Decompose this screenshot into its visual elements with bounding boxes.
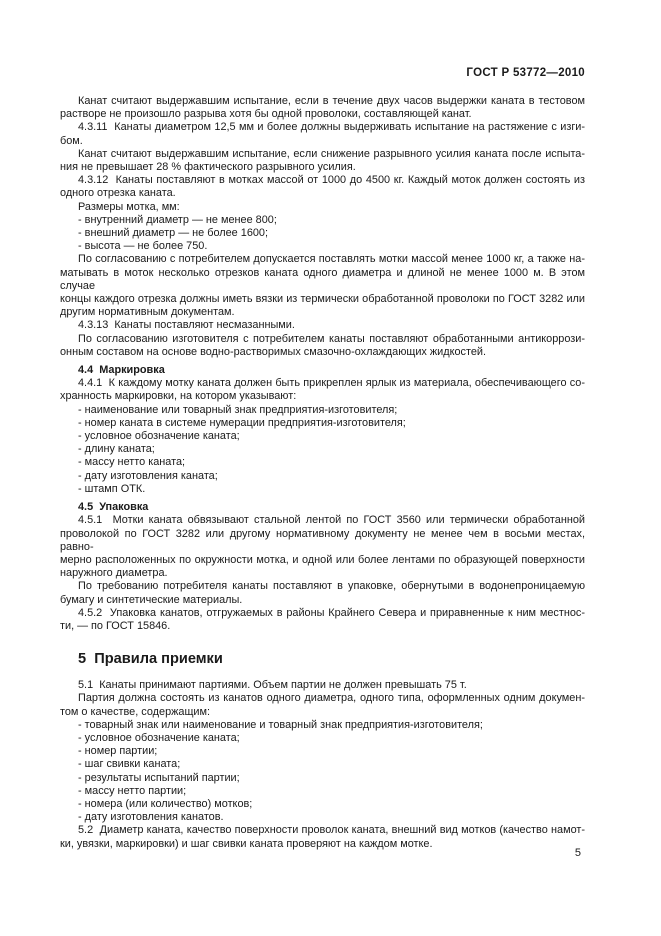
text-line: бумагу и синтетические материалы. [60,593,243,606]
document-list-item [60,227,585,240]
text-line: - штамп ОТК. [78,482,146,495]
text-line: наружного диаметра. [60,567,168,580]
document-list-item [60,732,585,745]
text-line: - внешний диаметр — не более 1600; [78,227,269,240]
document-paragraph [60,148,585,174]
text-line: - товарный знак или наименование и товарный знак предприятия-изготовителя; [78,718,483,731]
text-line: 4.5.1 Мотки каната обвязывают стальной лентой по ГОСТ 3560 или термически обработанной [78,514,585,527]
text-line: растворе не произошло разрыва хотя бы одной проволоки, составляющей канат. [60,108,472,121]
document-paragraph [60,607,585,633]
page-number: 5 [574,847,581,859]
text-line: онным составом на основе водно-растворимых смазочно-охлаждающих жидкостей. [60,345,487,358]
text-line: - наименование или товарный знак предприятия-изготовителя; [78,403,398,416]
text-line: 4.5 Упаковка [78,501,149,514]
text-line: 4.3.12 Канаты поставляют в мотках массой от 1000 до 4500 кг. Каждый моток должен состоять из [78,174,585,187]
document-list-item [60,785,585,798]
text-line: 4.3.13 Канаты поставляют несмазанными. [78,319,295,332]
text-line: проволокой по ГОСТ 3282 или другому нормативному документу не менее чем в восьми местах, равно- [60,527,589,553]
text-line: - номера (или количество) мотков; [78,797,253,810]
document-paragraph [60,174,585,200]
text-line: - условное обозначение каната; [78,430,240,443]
document-list-item [60,417,585,430]
document-list-item [60,470,585,483]
document-paragraph [60,692,585,718]
document-list-item [60,758,585,771]
text-line: 4.4.1 К каждому мотку каната должен быть прикреплен ярлык из материала, обеспечивающего со- [78,377,585,390]
text-line: - дату изготовления каната; [78,469,218,482]
text-line: ки, увязки, маркировки) и шаг свивки каната проверяют на каждом мотке. [60,837,433,850]
text-line: том о качестве, содержащим: [60,705,211,718]
text-line: другим нормативным документам. [60,306,235,319]
text-line: 5.2 Диаметр каната, качество поверхности проволок каната, внешний вид мотков (качество намот- [78,824,585,837]
text-line: - массу нетто каната; [78,456,186,469]
document-list-item [60,719,585,732]
document-subheading [60,364,585,377]
document-list-item [60,456,585,469]
document-list-item [60,745,585,758]
text-line: - высота — не более 750. [78,240,208,253]
document-list-item [60,443,585,456]
text-line: бом. [60,134,83,147]
text-line: - дату изготовления канатов. [78,811,224,824]
text-line: матывать в моток несколько отрезков каната одного диаметра и длиной не менее 1000 м. В этом случае [60,266,589,292]
text-line: 4.3.11 Канаты диаметром 12,5 мм и более должны выдерживать испытание на растяжение с изги- [78,121,585,134]
text-line: мерно расположенных по окружности мотка, и одной или более лентами по образующей поверхности [60,553,585,566]
text-line: - внутренний диаметр — не менее 800; [78,213,277,226]
document-list-item [60,772,585,785]
text-line: ния не превышает 28 % фактического разрывного усилия. [60,161,356,174]
document-list-item [60,798,585,811]
document-list-item [60,214,585,227]
text-line: 5.1 Канаты принимают партиями. Объем партии не должен превышать 75 т. [78,679,467,692]
text-line: - условное обозначение каната; [78,731,240,744]
text-line: хранность маркировки, на котором указывают: [60,390,297,403]
text-line: 4.5.2 Упаковка канатов, отгружаемых в районы Крайнего Севера и приравненные к ним местнос- [78,606,585,619]
text-line: - результаты испытаний партии; [78,771,240,784]
document-list-item [60,483,585,496]
text-line: Канат считают выдержавшим испытание, если снижение разрывного усилия каната после испыта- [78,147,585,160]
text-line: По согласованию изготовителя с потребителем канаты поставляют обработанными антикоррози- [78,332,585,345]
document-paragraph [60,377,585,403]
text-line: концы каждого отрезка должны иметь вязки из термически обработанной проволоки по ГОСТ 3282 или [60,293,585,306]
text-line: - номер партии; [78,745,158,758]
document-paragraph [60,679,585,692]
text-line: 5 Правила приемки [78,651,223,668]
text-line: Размеры мотка, мм: [78,200,180,213]
document-list-item [60,811,585,824]
text-line: - номер каната в системе нумерации предприятия-изготовителя; [78,416,406,429]
text-line: По требованию потребителя канаты поставляют в упаковке, обернутыми в водонепроницаемую [78,580,585,593]
text-line: Партия должна состоять из канатов одного диаметра, одного типа, оформленных одним докумен- [78,692,585,705]
document-header-ref: ГОСТ Р 53772—2010 [466,67,585,79]
document-paragraph [60,319,585,332]
document-paragraph [60,201,585,214]
text-line: По согласованию с потребителем допускается поставлять мотки массой менее 1000 кг, а также на- [78,253,585,266]
text-line: 4.4 Маркировка [78,364,165,377]
text-line: одного отрезка каната. [60,187,176,200]
text-line: - массу нетто партии; [78,784,187,797]
document-paragraph [60,333,585,359]
document-paragraph [60,121,585,147]
text-line: - длину каната; [78,443,155,456]
document-list-item [60,240,585,253]
document-content [60,95,589,851]
document-paragraph [60,95,585,121]
document-list-item [60,430,585,443]
text-line: Канат считают выдержавшим испытание, если в течение двух часов выдержки каната в тестовом [78,95,585,107]
text-line: ти, — по ГОСТ 15846. [60,619,171,632]
document-list-item [60,404,585,417]
document-paragraph [60,580,585,606]
document-paragraph [60,514,589,580]
document-subheading [60,501,585,514]
document-section-heading [60,650,585,668]
text-line: - шаг свивки каната; [78,758,181,771]
document-paragraph [60,253,589,319]
